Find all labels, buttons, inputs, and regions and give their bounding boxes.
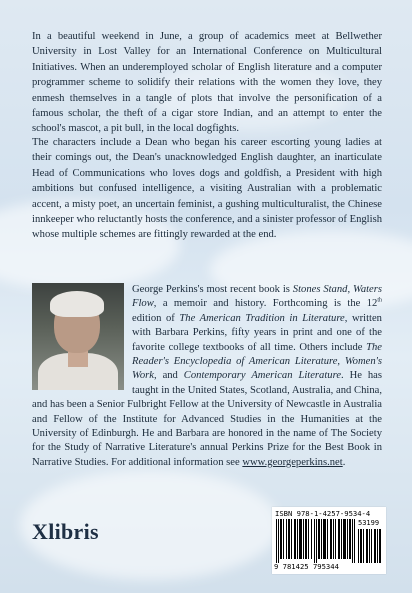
publisher-logo: Xlibris bbox=[32, 519, 99, 544]
book-title: Stones Stand, Waters Flow bbox=[132, 284, 383, 310]
isbn-barcode bbox=[272, 507, 386, 574]
author-bio: George Perkins's most recent book is Stones Stand, Waters Flow, a memoir and history. Forthcoming is the 12th edition of The American Tradition in Literature, written with Barbara Perkins, fifty years in print and one of the favorite college textbooks of all time. Others include The Reader's Encyclopedia of American Literature, Women's Work, and Contemporary American Literature. He has taught in the United States, Scotland, Australia, and China, and has been a Senior Fulbright Fellow at the University of Newcastle in Australia and Fellow of the Institute for Advanced Studies in the Humanities at the University of Edinburgh. He and Barbara are honored in the name of The Society for the Study of Narrative Literature's annual Perkins Prize for the Best Book in Narrative Studies. For additional information see www.georgeperkins.net. bbox=[32, 284, 383, 468]
isbn-text: ISBN 978-1-4257-9534-4 bbox=[275, 509, 371, 518]
price-barcode bbox=[358, 529, 382, 563]
ean-digits: 9 781425 795344 bbox=[274, 562, 339, 571]
ean-barcode bbox=[276, 519, 356, 563]
synopsis-paragraph-2: The characters include a Dean who began his career escorting young ladies at their comings out, the Dean's unacknowledged English daughter, an inarticulate Head of Communications who loves dogs and goldfish, a President with high ambitions but confused intelligence, a visiting Australian with a problematic accent, a misty poet, an uncertain feminist, a gushing multiculturalist, the Chinese innkeeper who reluctantly hosts the conference, and a sinister professor of English whose multiple schemes are fittingly rewarded at the end. bbox=[32, 137, 382, 241]
author-website-link[interactable]: www.georgeperkins.net bbox=[242, 456, 343, 468]
book-title: The American Tradition in Literature bbox=[179, 312, 345, 324]
book-title: The Reader's Encyclopedia of American Literature bbox=[132, 341, 382, 368]
book-title: Contemporary American Literature bbox=[183, 370, 342, 382]
synopsis-paragraph-1: In a beautiful weekend in June, a group of academics meet at Bellwether University in Lost Valley for an International Conference on Multicultural Initiatives. When an underemployed scholar of English literature and a computer programmer scheme to solidify their relations with the women they love, they enmesh themselves in a tangle of plots that involve the personification of a famous scholar, the theft of a cigar store Indian, and an attempt to enter the school's mascot, a pit bull, in the local dogfights. bbox=[32, 31, 382, 135]
price-code: 53199 bbox=[358, 519, 380, 527]
book-title: Women's Work bbox=[132, 356, 383, 382]
